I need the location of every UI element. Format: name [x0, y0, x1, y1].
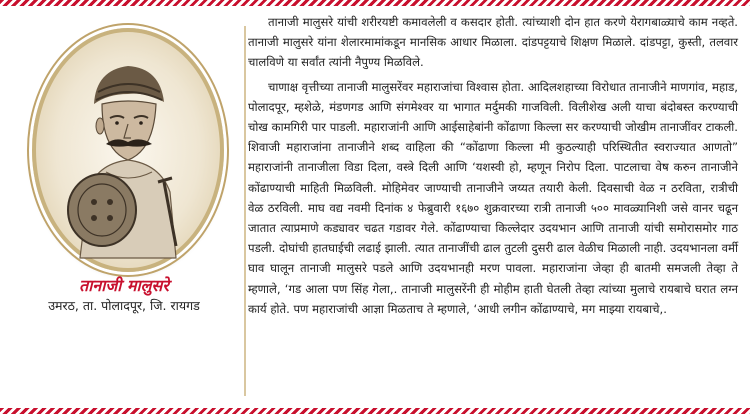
warrior-portrait-illustration — [36, 32, 220, 268]
bottom-border-stripe — [0, 408, 750, 414]
portrait-caption-title: तानाजी मालुसरे — [79, 276, 169, 295]
portrait-panel — [6, 6, 242, 408]
biography-text — [248, 12, 738, 404]
portrait-caption-location: उमरठ, ता. पोलादपूर, जि. रायगड — [48, 298, 200, 313]
paragraph-2: चाणाक्ष वृत्तीच्या तानाजी मालुसरेंवर महाराजांचा विश्वास होता. आदिलशहाच्या विरोधात तानाजीने माणगांव, महाड, पोलादपूर, म्हशेळे, मंडणगड आणि संगमेश्वर या भागात मर्दुमकी गाजविली. विलीशेख अली याचा बंदोबस्त करण्याची चोख कामगिरी पार पाडली. महाराजांनी आणि आईसाहेबांनी कोंढाणा किल्ला सर करण्याची जोखीम तानाजींवर टाकली. शिवाजी महाराजांना तानाजीने शब्द वाहिला की “कोंढाणा किल्ला मी कुठल्याही परिस्थितीत स्वराज्यात आणतो” महाराजांनी तानाजीला विडा दिला, वस्त्रे दिली आणि ‘यशस्वी हो, म्हणून निरोप दिला. पाटलाचा वेष करुन तानाजीने कोंढाण्याची माहिती मिळविली. मोहिमेवर जाण्याची तानाजीने जय्यत तयारी केली. दिवसाची वेळ न ठरविता, रात्रीची वेळ ठरविली. माघ वद्य नवमी दिनांक ४ फेब्रुवारी १६७० शुक्रवारच्या रात्री तानाजी ५०० मावळ्यानिशी जसे वानर चढून जातात त्याप्रमाणे कड्यावर चढत गडावर गेले. कोंढाण्याचा किल्लेदार उदयभान आणि तानाजी यांची समोरासमोर गाठ पडली. दोघांची हातघाईची लढाई झाली. त्यात तानाजींची ढाल तुटली दुसरी ढाल वेळीच मिळाली नाही. उदयभानला वर्मी घाव घालून तानाजी मालुसरे पडले आणि उदयभानही मरण पावला. महाराजांना जेव्हा ही बातमी समजली तेव्हा ते म्हणाले, ‘गड आला पण सिंह गेला,. तानाजी मालुसरेंनी ही मोहीम हाती घेतली तेव्हा त्यांच्या मुलाचे रायबाचे घरात लग्न कार्य होते. पण महाराजांची आज्ञा मिळताच ते म्हणाले, ‘आधी लगीन कोंढाण्याचे, मग माझ्या रायबाचे,. — [248, 79, 738, 316]
paragraph-1: तानाजी मालुसरे यांची शरीरयष्टी कमावलेली व कसदार होती. त्यांच्याशी दोन हात करणे येरागबाळ्याचे काम नव्हते. तानाजी मालुसरे यांना शेलारमामांकडून मानसिक आधार मिळाला. दांडपट्टयाचे शिक्षण मिळाले. दांडपट्टा, कुस्ती, तलवार चालविणे या सर्वांत त्यांनी नैपुण्य मिळविले. — [248, 15, 738, 70]
portrait-oval-frame — [32, 28, 224, 272]
